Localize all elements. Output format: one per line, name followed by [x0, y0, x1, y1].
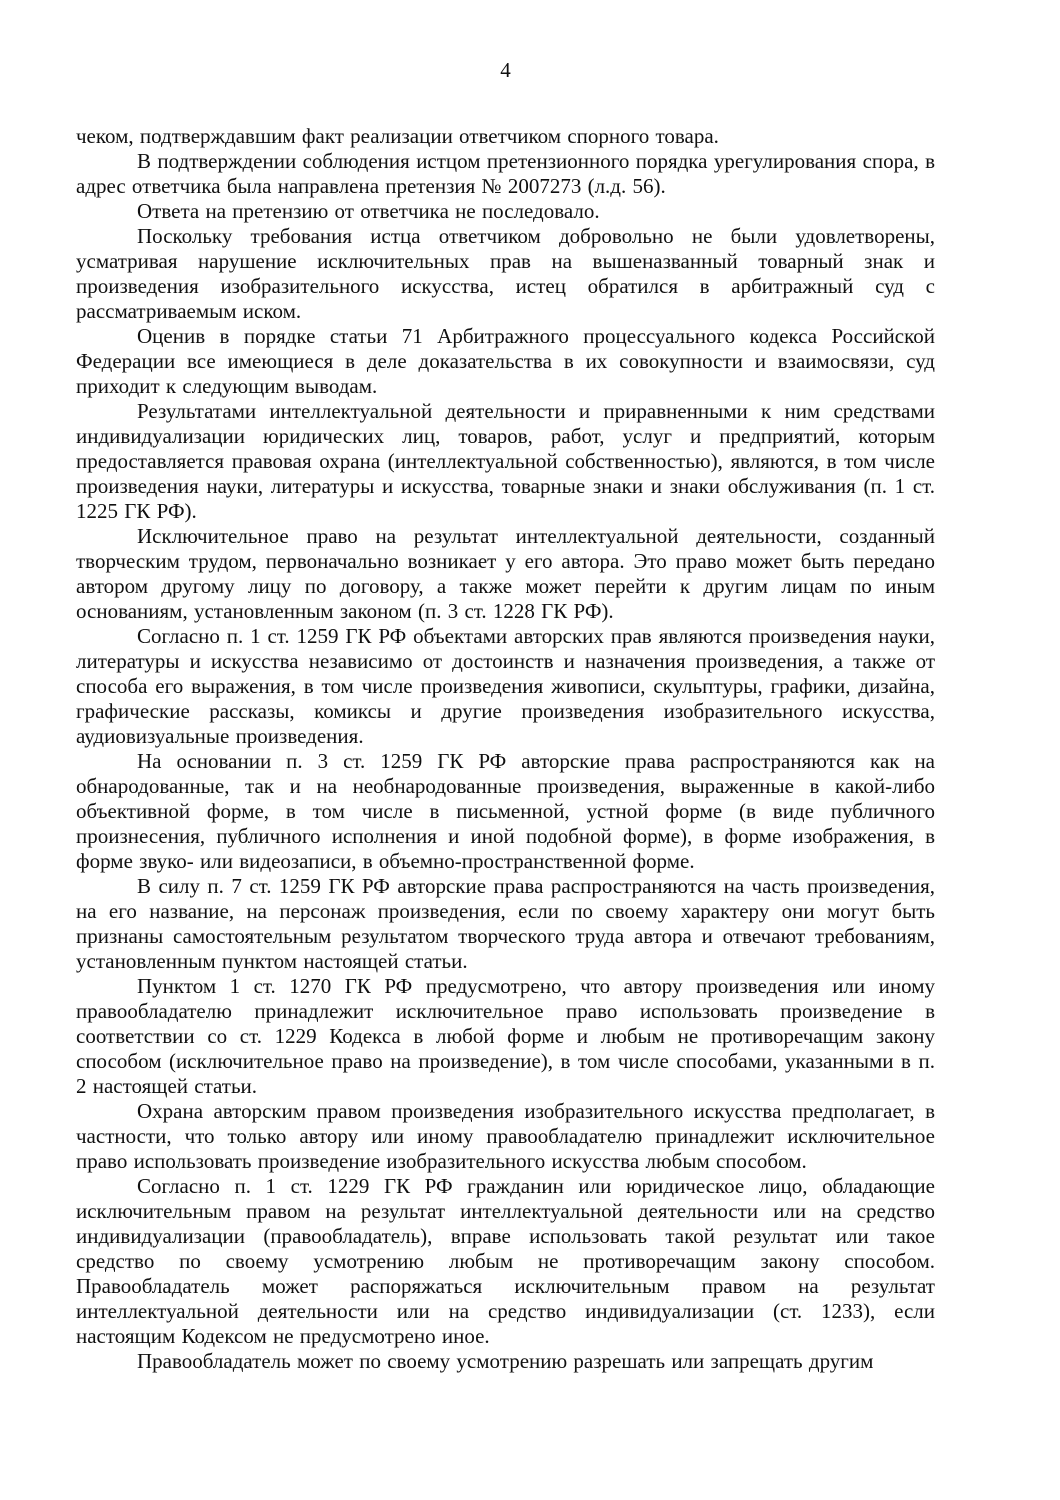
- page-number: 4: [500, 58, 511, 82]
- paragraph: Охрана авторским правом произведения изобразительного искусства предполагает, в частности, что только автору или иному правообладателю принадлежит исключительное право использовать произведение изобразительного искусства любым способом.: [76, 1099, 935, 1173]
- document-body: [76, 124, 935, 1374]
- paragraph: Согласно п. 1 ст. 1229 ГК РФ гражданин или юридическое лицо, обладающие исключительным правом на результат интеллектуальной деятельности или на средство индивидуализации (правообладатель), вправе использовать такой результат или такое средство по своему усмотрению любым не противоречащим закону способом. Правообладатель может распоряжаться исключительным правом на результат интеллектуальной деятельности или на средство индивидуализации (ст. 1233), если настоящим Кодексом не предусмотрено иное.: [76, 1174, 935, 1348]
- paragraph: Исключительное право на результат интеллектуальной деятельности, созданный творческим трудом, первоначально возникает у его автора. Это право может быть передано автором другому лицу по договору, а также может перейти к другим лицам по иным основаниям, установленным законом (п. 3 ст. 1228 ГК РФ).: [76, 524, 935, 623]
- paragraph: чеком, подтверждавшим факт реализации ответчиком спорного товара.: [76, 124, 719, 148]
- paragraph: В подтверждении соблюдения истцом претензионного порядка урегулирования спора, в адрес ответчика была направлена претензия № 2007273 (л.д. 56).: [76, 149, 935, 198]
- paragraph: В силу п. 7 ст. 1259 ГК РФ авторские права распространяются на часть произведения, на его название, на персонаж произведения, если по своему характеру они могут быть признаны самостоятельным результатом творческого труда автора и отвечают требованиям, установленным пунктом настоящей статьи.: [76, 874, 935, 973]
- paragraph: Пунктом 1 ст. 1270 ГК РФ предусмотрено, что автору произведения или иному правообладателю принадлежит исключительное право использовать произведение в соответствии со ст. 1229 Кодекса в любой форме и любым не противоречащим закону способом (исключительное право на произведение), в том числе способами, указанными в п. 2 настоящей статьи.: [76, 974, 935, 1098]
- paragraph: Поскольку требования истца ответчиком добровольно не были удовлетворены, усматривая нарушение исключительных прав на вышеназванный товарный знак и произведения изобразительного искусства, истец обратился в арбитражный суд с рассматриваемым иском.: [76, 224, 935, 323]
- paragraph: На основании п. 3 ст. 1259 ГК РФ авторские права распространяются как на обнародованные, так и на необнародованные произведения, выраженные в какой-либо объективной форме, в том числе в письменной, устной форме (в виде публичного произнесения, публичного исполнения и иной подобной форме), в форме изображения, в форме звуко- или видеозаписи, в объемно-пространственной форме.: [76, 749, 935, 873]
- paragraph: Правообладатель может по своему усмотрению разрешать или запрещать другим: [137, 1349, 874, 1373]
- paragraph: Согласно п. 1 ст. 1259 ГК РФ объектами авторских прав являются произведения науки, литературы и искусства независимо от достоинств и назначения произведения, а также от способа его выражения, в том числе произведения живописи, скульптуры, графики, дизайна, графические рассказы, комиксы и другие произведения изобразительного искусства, аудиовизуальные произведения.: [76, 624, 935, 748]
- paragraph: Оценив в порядке статьи 71 Арбитражного процессуального кодекса Российской Федерации все имеющиеся в деле доказательства в их совокупности и взаимосвязи, суд приходит к следующим выводам.: [76, 324, 935, 398]
- paragraph: Результатами интеллектуальной деятельности и приравненными к ним средствами индивидуализации юридических лиц, товаров, работ, услуг и предприятий, которым предоставляется правовая охрана (интеллектуальной собственностью), являются, в том числе произведения науки, литературы и искусства, товарные знаки и знаки обслуживания (п. 1 ст. 1225 ГК РФ).: [76, 399, 935, 523]
- paragraph: Ответа на претензию от ответчика не последовало.: [137, 199, 600, 223]
